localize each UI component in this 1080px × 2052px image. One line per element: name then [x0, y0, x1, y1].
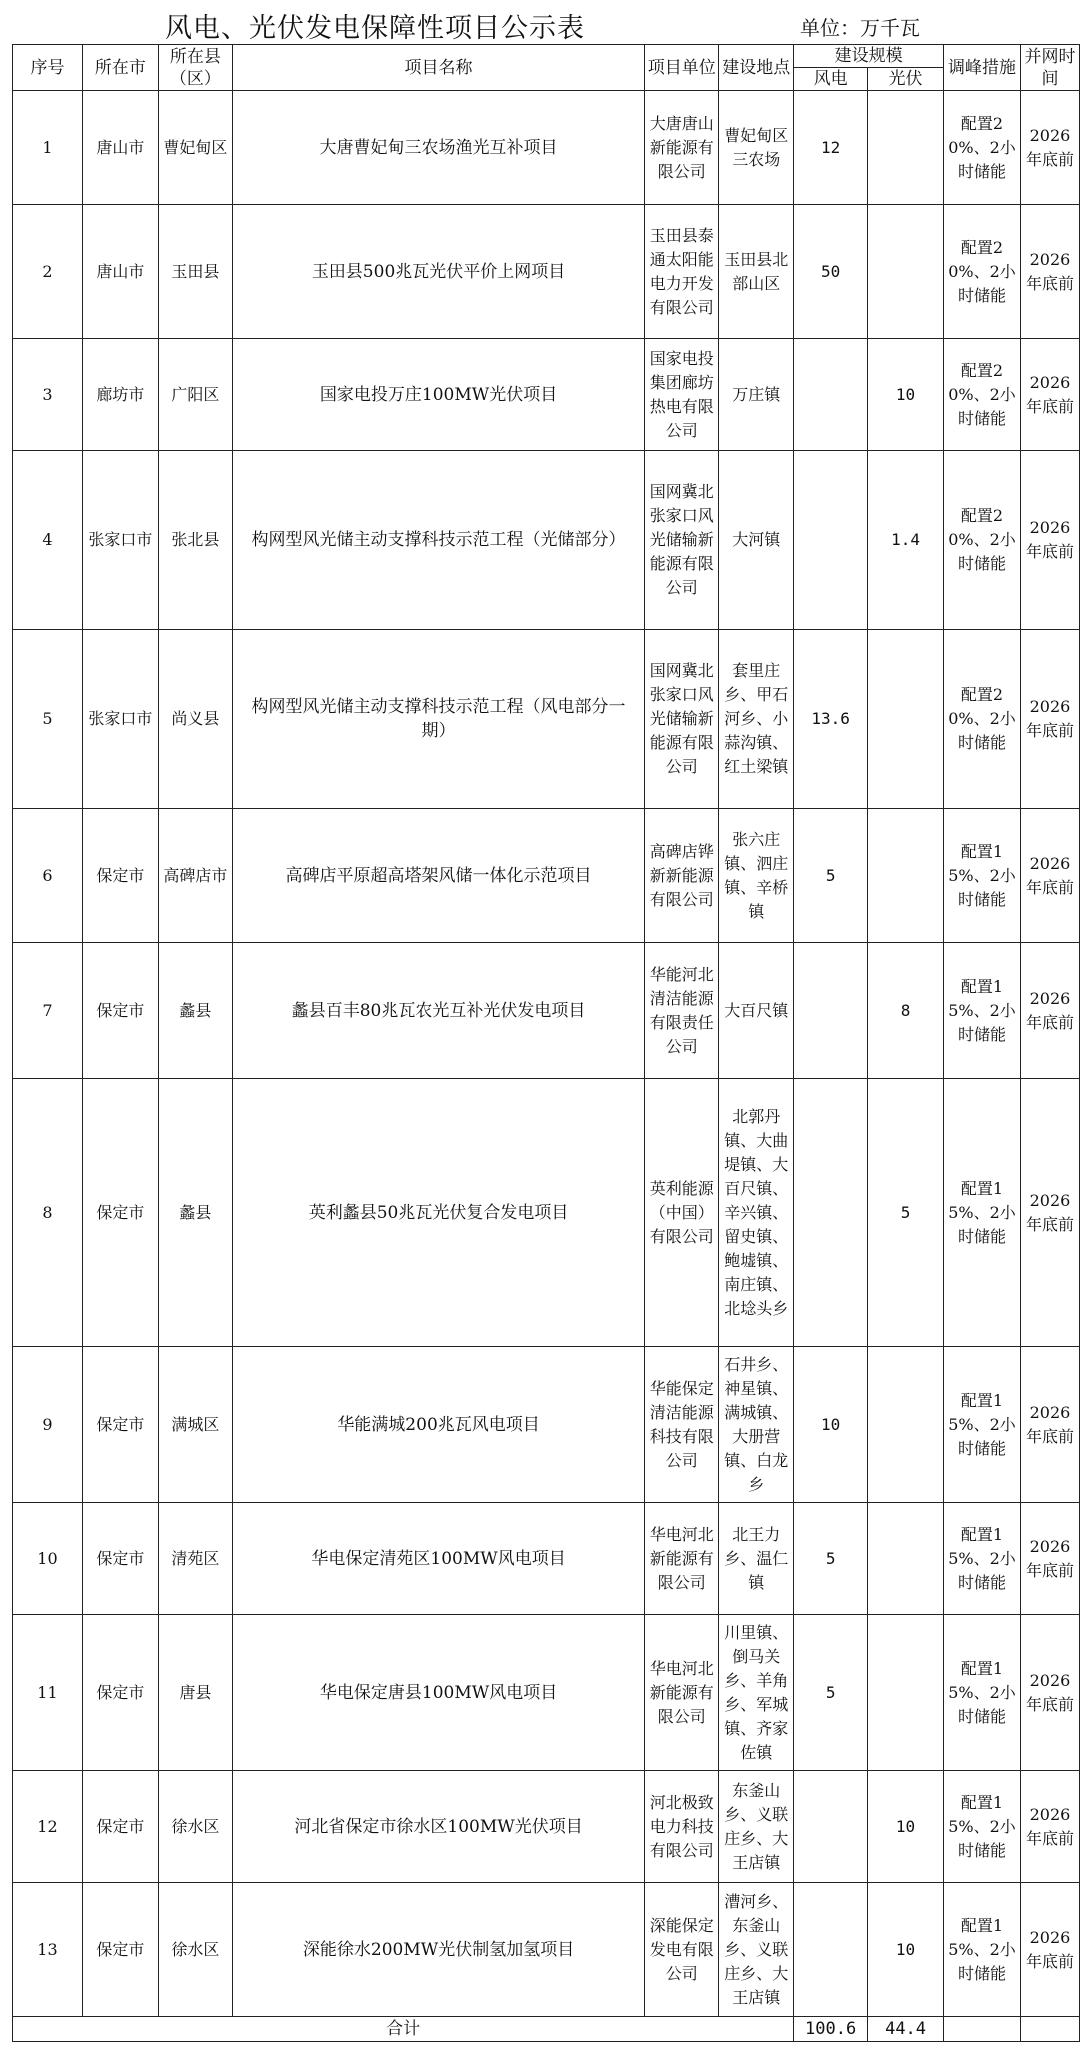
cell-solar — [868, 809, 944, 943]
cell-location: 川里镇、倒马关乡、羊角乡、军城镇、齐家佐镇 — [719, 1615, 794, 1771]
cell-project-name: 深能徐水200MW光伏制氢加氢项目 — [232, 1883, 644, 2017]
cell-grid: 2026年底前 — [1020, 91, 1079, 205]
cell-seq: 7 — [13, 943, 83, 1079]
cell-peak: 配置15%、2小时储能 — [944, 1503, 1021, 1615]
table-row — [13, 809, 1080, 943]
cell-company: 华电河北新能源有限公司 — [645, 1503, 719, 1615]
cell-grid: 2026年底前 — [1020, 1883, 1079, 2017]
cell-seq: 4 — [13, 451, 83, 630]
col-header-company: 项目单位 — [645, 45, 719, 91]
cell-project-name: 国家电投万庄100MW光伏项目 — [232, 339, 644, 451]
cell-city: 保定市 — [82, 1079, 158, 1347]
col-header-grid: 并网时间 — [1020, 45, 1079, 91]
col-header-location: 建设地点 — [719, 45, 794, 91]
cell-wind: 5 — [794, 1503, 868, 1615]
cell-project-name: 构网型风光储主动支撑科技示范工程（风电部分一期） — [232, 630, 644, 809]
cell-seq: 10 — [13, 1503, 83, 1615]
cell-wind: 5 — [794, 809, 868, 943]
cell-wind — [794, 451, 868, 630]
table-row — [13, 205, 1080, 339]
cell-location: 北郭丹镇、大曲堤镇、大百尺镇、辛兴镇、留史镇、鲍墟镇、南庄镇、北埝头乡 — [719, 1079, 794, 1347]
cell-location: 套里庄乡、甲石河乡、小蒜沟镇、红土梁镇 — [719, 630, 794, 809]
cell-grid: 2026年底前 — [1020, 1079, 1079, 1347]
col-header-wind: 风电 — [794, 68, 868, 91]
cell-grid: 2026年底前 — [1020, 205, 1079, 339]
cell-project-name: 华电保定唐县100MW风电项目 — [232, 1615, 644, 1771]
cell-seq: 12 — [13, 1771, 83, 1883]
cell-seq: 9 — [13, 1347, 83, 1503]
cell-city: 廊坊市 — [82, 339, 158, 451]
cell-location: 张六庄镇、泗庄镇、辛桥镇 — [719, 809, 794, 943]
cell-county: 尚义县 — [158, 630, 232, 809]
page-title: 风电、光伏发电保障性项目公示表 — [165, 13, 585, 44]
cell-project-name: 玉田县500兆瓦光伏平价上网项目 — [232, 205, 644, 339]
cell-county: 张北县 — [158, 451, 232, 630]
cell-seq: 6 — [13, 809, 83, 943]
cell-seq: 11 — [13, 1615, 83, 1771]
cell-solar: 10 — [868, 1771, 944, 1883]
cell-peak: 配置20%、2小时储能 — [944, 451, 1021, 630]
table-row — [13, 91, 1080, 205]
cell-peak: 配置15%、2小时储能 — [944, 1771, 1021, 1883]
total-row — [13, 2017, 1080, 2042]
cell-location: 石井乡、神星镇、满城镇、大册营镇、白龙乡 — [719, 1347, 794, 1503]
cell-county: 蠡县 — [158, 1079, 232, 1347]
cell-grid: 2026年底前 — [1020, 630, 1079, 809]
cell-location: 曹妃甸区三农场 — [719, 91, 794, 205]
cell-company: 华能河北清洁能源有限责任公司 — [645, 943, 719, 1079]
cell-company: 国网冀北张家口风光储输新能源有限公司 — [645, 451, 719, 630]
col-header-solar: 光伏 — [868, 68, 944, 91]
cell-seq: 13 — [13, 1883, 83, 2017]
cell-solar: 1.4 — [868, 451, 944, 630]
table-row — [13, 1079, 1080, 1347]
cell-city: 保定市 — [82, 1771, 158, 1883]
cell-wind: 13.6 — [794, 630, 868, 809]
cell-county: 广阳区 — [158, 339, 232, 451]
cell-city: 保定市 — [82, 809, 158, 943]
title-row — [0, 0, 1080, 44]
table-row — [13, 1615, 1080, 1771]
unit-label: 单位：万千瓦 — [800, 16, 920, 40]
cell-project-name: 构网型风光储主动支撑科技示范工程（光储部分） — [232, 451, 644, 630]
cell-city: 张家口市 — [82, 630, 158, 809]
cell-solar: 10 — [868, 1883, 944, 2017]
cell-project-name: 华电保定清苑区100MW风电项目 — [232, 1503, 644, 1615]
cell-solar — [868, 1503, 944, 1615]
cell-solar: 8 — [868, 943, 944, 1079]
col-header-county: 所在县（区） — [158, 45, 232, 91]
cell-company: 高碑店铧新新能源有限公司 — [645, 809, 719, 943]
project-table — [12, 44, 1080, 2042]
cell-wind: 10 — [794, 1347, 868, 1503]
cell-wind — [794, 943, 868, 1079]
cell-seq: 8 — [13, 1079, 83, 1347]
cell-county: 徐水区 — [158, 1883, 232, 2017]
total-wind: 100.6 — [794, 2017, 868, 2042]
cell-seq: 2 — [13, 205, 83, 339]
cell-company: 玉田县泰通太阳能电力开发有限公司 — [645, 205, 719, 339]
cell-county: 满城区 — [158, 1347, 232, 1503]
cell-company: 英利能源（中国）有限公司 — [645, 1079, 719, 1347]
cell-solar — [868, 205, 944, 339]
total-peak-empty — [944, 2017, 1021, 2042]
header-row-1 — [13, 45, 1080, 68]
cell-project-name: 英利蠡县50兆瓦光伏复合发电项目 — [232, 1079, 644, 1347]
cell-company: 华能保定清洁能源科技有限公司 — [645, 1347, 719, 1503]
cell-wind — [794, 339, 868, 451]
cell-solar — [868, 91, 944, 205]
cell-peak: 配置20%、2小时储能 — [944, 205, 1021, 339]
cell-county: 曹妃甸区 — [158, 91, 232, 205]
cell-location: 东釜山乡、义联庄乡、大王店镇 — [719, 1771, 794, 1883]
cell-county: 唐县 — [158, 1615, 232, 1771]
cell-solar — [868, 1615, 944, 1771]
cell-city: 保定市 — [82, 1347, 158, 1503]
cell-city: 保定市 — [82, 943, 158, 1079]
cell-county: 徐水区 — [158, 1771, 232, 1883]
cell-city: 保定市 — [82, 1503, 158, 1615]
cell-peak: 配置15%、2小时储能 — [944, 943, 1021, 1079]
cell-project-name: 蠡县百丰80兆瓦农光互补光伏发电项目 — [232, 943, 644, 1079]
cell-seq: 5 — [13, 630, 83, 809]
col-header-peak: 调峰措施 — [944, 45, 1021, 91]
table-row — [13, 339, 1080, 451]
total-grid-empty — [1020, 2017, 1079, 2042]
cell-peak: 配置20%、2小时储能 — [944, 630, 1021, 809]
cell-peak: 配置15%、2小时储能 — [944, 1347, 1021, 1503]
total-solar: 44.4 — [868, 2017, 944, 2042]
cell-peak: 配置15%、2小时储能 — [944, 809, 1021, 943]
cell-grid: 2026年底前 — [1020, 339, 1079, 451]
cell-location: 玉田县北部山区 — [719, 205, 794, 339]
cell-grid: 2026年底前 — [1020, 809, 1079, 943]
total-label: 合计 — [13, 2017, 794, 2042]
cell-peak: 配置20%、2小时储能 — [944, 339, 1021, 451]
cell-peak: 配置20%、2小时储能 — [944, 91, 1021, 205]
cell-city: 唐山市 — [82, 91, 158, 205]
col-header-seq: 序号 — [13, 45, 83, 91]
cell-location: 万庄镇 — [719, 339, 794, 451]
cell-grid: 2026年底前 — [1020, 1771, 1079, 1883]
table-row — [13, 630, 1080, 809]
cell-grid: 2026年底前 — [1020, 1503, 1079, 1615]
cell-location: 漕河乡、东釜山乡、义联庄乡、大王店镇 — [719, 1883, 794, 2017]
cell-company: 河北极致电力科技有限公司 — [645, 1771, 719, 1883]
cell-peak: 配置15%、2小时储能 — [944, 1615, 1021, 1771]
cell-peak: 配置15%、2小时储能 — [944, 1079, 1021, 1347]
cell-grid: 2026年底前 — [1020, 943, 1079, 1079]
cell-company: 国网冀北张家口风光储输新能源有限公司 — [645, 630, 719, 809]
col-header-name: 项目名称 — [232, 45, 644, 91]
cell-wind — [794, 1771, 868, 1883]
cell-grid: 2026年底前 — [1020, 1347, 1079, 1503]
cell-grid: 2026年底前 — [1020, 451, 1079, 630]
cell-solar: 10 — [868, 339, 944, 451]
cell-company: 华电河北新能源有限公司 — [645, 1615, 719, 1771]
cell-wind: 50 — [794, 205, 868, 339]
table-row — [13, 451, 1080, 630]
cell-county: 清苑区 — [158, 1503, 232, 1615]
cell-wind: 5 — [794, 1615, 868, 1771]
cell-company: 大唐唐山新能源有限公司 — [645, 91, 719, 205]
col-header-city: 所在市 — [82, 45, 158, 91]
cell-project-name: 河北省保定市徐水区100MW光伏项目 — [232, 1771, 644, 1883]
cell-solar — [868, 630, 944, 809]
cell-grid: 2026年底前 — [1020, 1615, 1079, 1771]
table-row — [13, 943, 1080, 1079]
cell-project-name: 大唐曹妃甸三农场渔光互补项目 — [232, 91, 644, 205]
cell-location: 北王力乡、温仁镇 — [719, 1503, 794, 1615]
cell-county: 玉田县 — [158, 205, 232, 339]
cell-solar — [868, 1347, 944, 1503]
cell-seq: 3 — [13, 339, 83, 451]
cell-seq: 1 — [13, 91, 83, 205]
cell-county: 蠡县 — [158, 943, 232, 1079]
cell-project-name: 高碑店平原超高塔架风储一体化示范项目 — [232, 809, 644, 943]
col-header-scale: 建设规模 — [794, 45, 944, 68]
cell-city: 保定市 — [82, 1615, 158, 1771]
cell-peak: 配置15%、2小时储能 — [944, 1883, 1021, 2017]
cell-city: 保定市 — [82, 1883, 158, 2017]
cell-location: 大百尺镇 — [719, 943, 794, 1079]
cell-company: 国家电投集团廊坊热电有限公司 — [645, 339, 719, 451]
table-row — [13, 1883, 1080, 2017]
table-body — [13, 91, 1080, 2017]
table-row — [13, 1771, 1080, 1883]
cell-solar: 5 — [868, 1079, 944, 1347]
table-row — [13, 1503, 1080, 1615]
cell-company: 深能保定发电有限公司 — [645, 1883, 719, 2017]
cell-city: 唐山市 — [82, 205, 158, 339]
cell-wind — [794, 1883, 868, 2017]
cell-wind — [794, 1079, 868, 1347]
cell-project-name: 华能满城200兆瓦风电项目 — [232, 1347, 644, 1503]
cell-location: 大河镇 — [719, 451, 794, 630]
table-row — [13, 1347, 1080, 1503]
cell-wind: 12 — [794, 91, 868, 205]
cell-county: 高碑店市 — [158, 809, 232, 943]
cell-city: 张家口市 — [82, 451, 158, 630]
